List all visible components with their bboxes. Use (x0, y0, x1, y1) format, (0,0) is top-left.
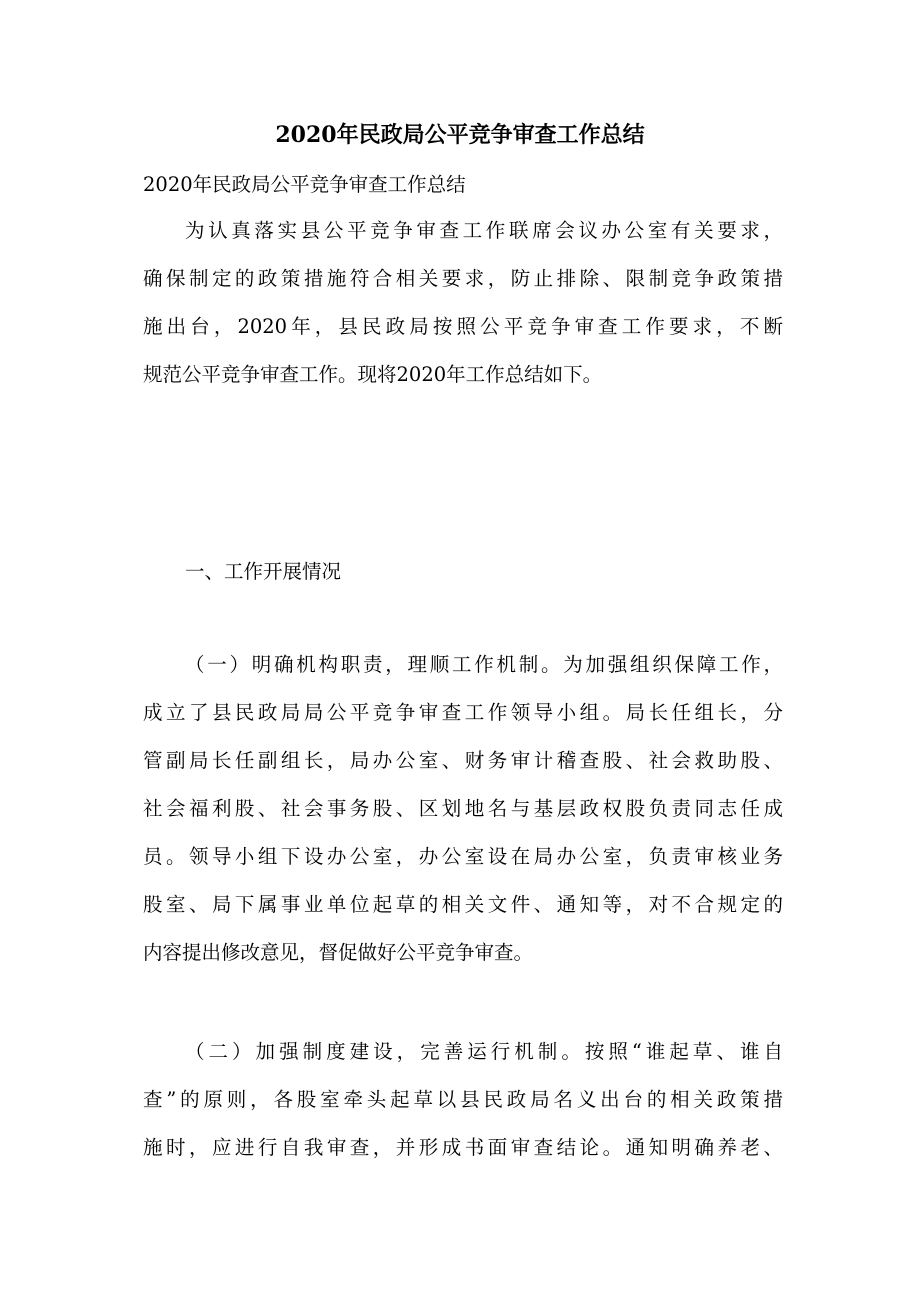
intro-paragraph (143, 207, 783, 399)
intro-line: 为认真落实县公平竞争审查工作联席会议办公室有关要求， (185, 219, 783, 242)
intro-line: 规范公平竞争审查工作。现将2020年工作总结如下。 (143, 363, 603, 386)
section1-line: 成立了县民政局局公平竞争审查工作领导小组。局长任组长，分 (143, 701, 783, 724)
document-title: 2020年民政局公平竞争审查工作总结 (275, 122, 645, 148)
section1-line: 员。领导小组下设办公室，办公室设在局办公室，负责审核业务 (143, 845, 783, 868)
section2-line: （二）加强制度建设，完善运行机制。按照“谁起草、谁自 (185, 1040, 783, 1063)
section1-line: 管副局长任副组长，局办公室、财务审计稽查股、社会救助股、 (143, 749, 783, 772)
section2-paragraph (143, 1028, 783, 1172)
section1-line: （一）明确机构职责，理顺工作机制。为加强组织保障工作， (185, 653, 783, 676)
section1-line: 社会福利股、社会事务股、区划地名与基层政权股负责同志任成 (143, 797, 783, 820)
intro-line: 确保制定的政策措施符合相关要求，防止排除、限制竞争政策措 (143, 267, 783, 290)
section2-line: 施时，应进行自我审查，并形成书面审查结论。通知明确养老、 (143, 1136, 783, 1159)
intro-line: 施出台，2020年，县民政局按照公平竞争审查工作要求，不断 (143, 315, 783, 338)
section1-paragraph (143, 641, 783, 977)
section1-line: 股室、局下属事业单位起草的相关文件、通知等，对不合规定的 (143, 893, 783, 916)
section2-line: 查”的原则，各股室牵头起草以县民政局名义出台的相关政策措 (143, 1088, 783, 1111)
document-subtitle: 2020年民政局公平竞争审查工作总结 (143, 173, 466, 196)
section-heading: 一、工作开展情况 (185, 560, 342, 583)
section1-line: 内容提出修改意见，督促做好公平竞争审查。 (143, 941, 534, 964)
